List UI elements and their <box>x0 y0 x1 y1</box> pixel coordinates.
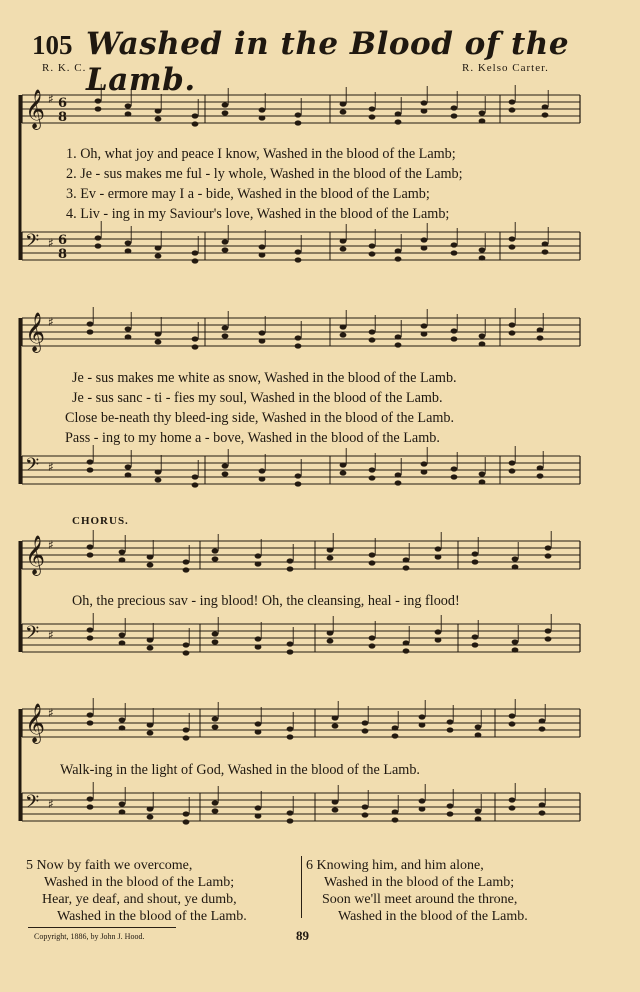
note-head <box>147 637 154 642</box>
note-head <box>369 635 376 640</box>
chorus-label: CHORUS. <box>72 515 129 527</box>
note-head <box>295 112 302 117</box>
note-head <box>155 331 162 336</box>
note-head <box>340 324 347 329</box>
note-head <box>545 553 552 558</box>
note-head <box>421 237 428 242</box>
note-head <box>119 809 126 814</box>
note-head <box>87 635 94 640</box>
note-head <box>435 546 442 551</box>
note-head <box>222 247 229 252</box>
note-head <box>479 341 486 346</box>
note-head <box>509 713 516 718</box>
bass-clef-icon: 𝄢 <box>25 623 40 648</box>
note-head <box>435 554 442 559</box>
sharp-icon: ♯ <box>48 797 54 811</box>
note-head <box>87 467 94 472</box>
note-head <box>327 638 334 643</box>
sharp-icon: ♯ <box>48 628 54 642</box>
note-head <box>119 725 126 730</box>
note-head <box>545 545 552 550</box>
note-head <box>332 799 339 804</box>
note-head <box>395 248 402 253</box>
note-head <box>509 460 516 465</box>
note-head <box>192 250 199 255</box>
note-head <box>119 801 126 806</box>
note-head <box>259 330 266 335</box>
note-head <box>421 331 428 336</box>
note-head <box>403 565 410 570</box>
note-head <box>327 630 334 635</box>
note-head <box>87 804 94 809</box>
note-head <box>369 560 376 565</box>
note-head <box>125 472 132 477</box>
note-head <box>119 717 126 722</box>
verse-line: Je - sus makes me white as snow, Washed in the blood of the Lamb. <box>72 370 457 386</box>
note-head <box>539 802 546 807</box>
note-head <box>212 639 219 644</box>
note-head <box>403 557 410 562</box>
note-head <box>421 245 428 250</box>
note-head <box>87 459 94 464</box>
verse-line: Walk-ing in the light of God, Washed in the blood of the Lamb. <box>60 762 420 778</box>
note-head <box>147 645 154 650</box>
note-head <box>435 629 442 634</box>
sharp-icon: ♯ <box>48 706 54 720</box>
author-credit: R. K. C. <box>42 62 87 74</box>
note-head <box>192 121 199 126</box>
note-head <box>155 469 162 474</box>
note-head <box>369 643 376 648</box>
note-head <box>87 329 94 334</box>
note-head <box>327 555 334 560</box>
note-head <box>537 335 544 340</box>
note-head <box>259 115 266 120</box>
verse-line: Oh, the precious sav - ing blood! Oh, the cleansing, heal - ing flood! <box>72 593 460 609</box>
note-head <box>255 729 262 734</box>
hymn-number: 105 <box>32 30 73 60</box>
copyright-notice: Copyright, 1886, by John J. Hood. <box>34 932 145 941</box>
note-head <box>255 813 262 818</box>
note-head <box>287 641 294 646</box>
note-head <box>212 716 219 721</box>
note-head <box>479 333 486 338</box>
note-head <box>222 463 229 468</box>
treble-clef-icon: 𝄞 <box>25 535 46 575</box>
note-head <box>447 811 454 816</box>
note-head <box>451 474 458 479</box>
copyright-rule <box>28 927 176 928</box>
note-head <box>509 468 516 473</box>
note-head <box>395 480 402 485</box>
stanza-6 <box>306 857 528 925</box>
note-head <box>419 798 426 803</box>
verse-line: Je - sus sanc - ti - fies my soul, Washed in the blood of the Lamb. <box>72 390 443 406</box>
note-head <box>542 112 549 117</box>
note-head <box>259 468 266 473</box>
note-head <box>395 334 402 339</box>
note-head <box>472 559 479 564</box>
note-head <box>451 328 458 333</box>
note-head <box>332 723 339 728</box>
note-head <box>340 470 347 475</box>
note-head <box>509 797 516 802</box>
note-head <box>479 471 486 476</box>
stanza-divider <box>301 856 302 918</box>
note-head <box>192 344 199 349</box>
note-head <box>255 561 262 566</box>
note-head <box>362 812 369 817</box>
note-head <box>403 648 410 653</box>
time-signature: 6 <box>58 96 68 111</box>
note-head <box>192 482 199 487</box>
note-head <box>421 108 428 113</box>
note-head <box>287 566 294 571</box>
note-head <box>545 628 552 633</box>
note-head <box>155 108 162 113</box>
note-head <box>421 469 428 474</box>
note-head <box>451 466 458 471</box>
note-head <box>255 721 262 726</box>
note-head <box>509 330 516 335</box>
note-head <box>222 239 229 244</box>
note-head <box>222 325 229 330</box>
note-head <box>537 465 544 470</box>
stanza-line: Hear, ye deaf, and shout, ye dumb, <box>42 892 237 907</box>
note-head <box>392 725 399 730</box>
note-head <box>419 722 426 727</box>
note-head <box>419 806 426 811</box>
note-head <box>222 110 229 115</box>
note-head <box>542 241 549 246</box>
note-head <box>87 552 94 557</box>
note-head <box>212 548 219 553</box>
note-head <box>119 549 126 554</box>
note-head <box>287 726 294 731</box>
note-head <box>539 810 546 815</box>
note-head <box>287 558 294 563</box>
note-head <box>421 323 428 328</box>
note-head <box>255 553 262 558</box>
note-head <box>479 255 486 260</box>
note-head <box>539 726 546 731</box>
note-head <box>340 246 347 251</box>
note-head <box>95 98 102 103</box>
note-head <box>395 256 402 261</box>
note-head <box>155 116 162 121</box>
note-head <box>537 327 544 332</box>
note-head <box>183 727 190 732</box>
note-head <box>369 106 376 111</box>
note-head <box>392 733 399 738</box>
note-head <box>192 474 199 479</box>
note-head <box>512 564 519 569</box>
note-head <box>362 720 369 725</box>
note-head <box>183 811 190 816</box>
note-head <box>125 248 132 253</box>
note-head <box>183 735 190 740</box>
note-head <box>95 243 102 248</box>
note-head <box>295 120 302 125</box>
note-head <box>212 556 219 561</box>
note-head <box>509 244 516 249</box>
note-head <box>87 796 94 801</box>
sharp-icon: ♯ <box>48 315 54 329</box>
note-head <box>255 644 262 649</box>
stanza-line: Washed in the blood of the Lamb. <box>338 909 528 924</box>
note-head <box>451 105 458 110</box>
note-head <box>155 245 162 250</box>
note-head <box>147 730 154 735</box>
note-head <box>332 715 339 720</box>
time-signature: 8 <box>58 110 68 125</box>
note-head <box>542 249 549 254</box>
sharp-icon: ♯ <box>48 92 54 106</box>
note-head <box>472 551 479 556</box>
note-head <box>222 471 229 476</box>
note-head <box>295 343 302 348</box>
note-head <box>447 719 454 724</box>
note-head <box>475 808 482 813</box>
note-head <box>542 104 549 109</box>
note-head <box>537 473 544 478</box>
note-head <box>147 814 154 819</box>
note-head <box>287 734 294 739</box>
note-head <box>479 118 486 123</box>
time-signature: 6 <box>58 233 68 248</box>
note-head <box>212 808 219 813</box>
note-head <box>475 816 482 821</box>
note-head <box>479 247 486 252</box>
note-head <box>340 332 347 337</box>
note-head <box>403 640 410 645</box>
note-head <box>472 634 479 639</box>
note-head <box>451 113 458 118</box>
time-signature: 8 <box>58 247 68 262</box>
note-head <box>295 335 302 340</box>
bass-clef-icon: 𝄢 <box>25 455 40 480</box>
verse-line: 3. Ev - ermore may I a - bide, Washed in the blood of the Lamb; <box>66 186 430 202</box>
note-head <box>95 106 102 111</box>
note-head <box>472 642 479 647</box>
note-head <box>435 637 442 642</box>
note-head <box>119 632 126 637</box>
note-head <box>362 728 369 733</box>
note-head <box>87 712 94 717</box>
note-head <box>295 249 302 254</box>
note-head <box>362 804 369 809</box>
note-head <box>451 336 458 341</box>
note-head <box>147 562 154 567</box>
note-head <box>87 544 94 549</box>
note-head <box>295 481 302 486</box>
note-head <box>447 803 454 808</box>
stanza-line: 5 Now by faith we overcome, <box>26 858 193 873</box>
note-head <box>147 806 154 811</box>
note-head <box>119 640 126 645</box>
note-head <box>147 554 154 559</box>
verse-line: Pass - ing to my home a - bove, Washed in the blood of the Lamb. <box>65 430 440 446</box>
note-head <box>259 107 266 112</box>
note-head <box>155 339 162 344</box>
note-head <box>212 631 219 636</box>
stanza-line: 6 Knowing him, and him alone, <box>306 858 484 873</box>
note-head <box>183 559 190 564</box>
note-head <box>369 475 376 480</box>
note-head <box>395 472 402 477</box>
page-number: 89 <box>296 928 309 943</box>
note-head <box>327 547 334 552</box>
note-head <box>192 258 199 263</box>
note-head <box>155 477 162 482</box>
note-head <box>147 722 154 727</box>
note-head <box>125 334 132 339</box>
stanza-line: Washed in the blood of the Lamb; <box>324 875 515 890</box>
note-head <box>509 236 516 241</box>
note-head <box>295 473 302 478</box>
note-head <box>125 326 132 331</box>
note-head <box>512 556 519 561</box>
note-head <box>222 102 229 107</box>
note-head <box>421 461 428 466</box>
note-head <box>369 114 376 119</box>
note-head <box>125 111 132 116</box>
bass-clef-icon: 𝄢 <box>25 792 40 817</box>
stanza-line: Washed in the blood of the Lamb; <box>44 875 235 890</box>
note-head <box>255 636 262 641</box>
note-head <box>369 243 376 248</box>
note-head <box>369 467 376 472</box>
note-head <box>512 647 519 652</box>
note-head <box>509 322 516 327</box>
note-head <box>259 252 266 257</box>
note-head <box>340 238 347 243</box>
note-head <box>340 462 347 467</box>
treble-clef-icon: 𝄞 <box>25 89 46 129</box>
note-head <box>332 807 339 812</box>
note-head <box>451 250 458 255</box>
note-head <box>183 650 190 655</box>
note-head <box>287 818 294 823</box>
note-head <box>155 253 162 258</box>
note-head <box>287 810 294 815</box>
verse-line: 1. Oh, what joy and peace I know, Washed in the blood of the Lamb; <box>66 146 456 162</box>
note-head <box>395 342 402 347</box>
sharp-icon: ♯ <box>48 538 54 552</box>
note-head <box>509 721 516 726</box>
note-head <box>125 103 132 108</box>
treble-clef-icon: 𝄞 <box>25 312 46 352</box>
note-head <box>287 649 294 654</box>
note-head <box>509 107 516 112</box>
note-head <box>192 336 199 341</box>
stanza-line: Washed in the blood of the Lamb. <box>57 909 247 924</box>
stanza-5 <box>26 857 247 925</box>
note-head <box>259 476 266 481</box>
verse-line: Close be-neath thy bleed-ing side, Washed in the blood of the Lamb. <box>65 410 455 426</box>
note-head <box>87 321 94 326</box>
note-head <box>340 101 347 106</box>
note-head <box>295 257 302 262</box>
sharp-icon: ♯ <box>48 460 54 474</box>
note-head <box>392 809 399 814</box>
note-head <box>340 109 347 114</box>
note-head <box>419 714 426 719</box>
note-head <box>447 727 454 732</box>
note-head <box>222 333 229 338</box>
note-head <box>421 100 428 105</box>
note-head <box>183 819 190 824</box>
treble-clef-icon: 𝄞 <box>25 703 46 743</box>
note-head <box>479 479 486 484</box>
note-head <box>212 724 219 729</box>
note-head <box>183 567 190 572</box>
note-head <box>539 718 546 723</box>
note-head <box>395 111 402 116</box>
hymn-title: Washed in the Blood of the Lamb. <box>86 26 570 98</box>
stanza-line: Soon we'll meet around the throne, <box>322 892 518 907</box>
note-head <box>87 720 94 725</box>
note-head <box>369 552 376 557</box>
note-head <box>369 337 376 342</box>
bass-clef-icon: 𝄢 <box>25 231 40 256</box>
note-head <box>119 557 126 562</box>
note-head <box>475 732 482 737</box>
note-head <box>95 235 102 240</box>
note-head <box>479 110 486 115</box>
note-head <box>125 464 132 469</box>
note-head <box>369 251 376 256</box>
note-head <box>395 119 402 124</box>
verse-line: 2. Je - sus makes me ful - ly whole, Washed in the blood of the Lamb; <box>66 166 463 182</box>
note-head <box>212 800 219 805</box>
note-head <box>369 329 376 334</box>
composer-credit: R. Kelso Carter. <box>462 62 549 74</box>
note-head <box>87 627 94 632</box>
note-head <box>509 805 516 810</box>
note-head <box>451 242 458 247</box>
note-head <box>259 338 266 343</box>
sharp-icon: ♯ <box>48 236 54 250</box>
verse-line: 4. Liv - ing in my Saviour's love, Washed in the blood of the Lamb; <box>66 206 450 222</box>
note-head <box>183 642 190 647</box>
note-head <box>545 636 552 641</box>
note-head <box>475 724 482 729</box>
note-head <box>259 244 266 249</box>
note-head <box>192 113 199 118</box>
note-head <box>125 240 132 245</box>
note-head <box>392 817 399 822</box>
note-head <box>509 99 516 104</box>
note-head <box>255 805 262 810</box>
note-head <box>512 639 519 644</box>
